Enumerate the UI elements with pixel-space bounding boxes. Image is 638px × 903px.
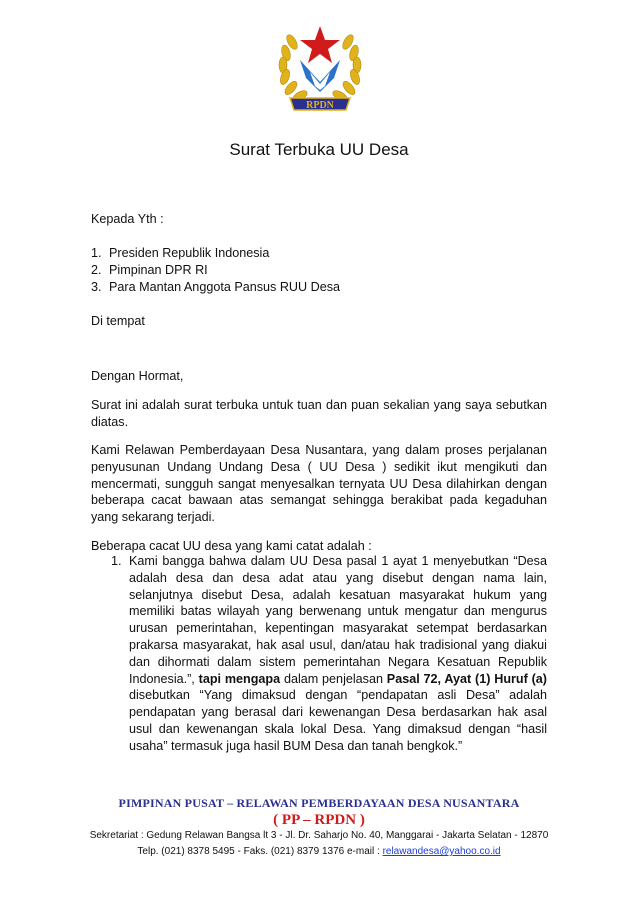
salutation: Kepada Yth : bbox=[91, 212, 164, 226]
paragraph-2: Kami Relawan Pemberdayaan Desa Nusantara, yang dalam proses perjalanan penyusunan Undang Undang Desa ( UU Desa ) sedikit ikut mengikuti dan mencermati, sungguh sangat menyesalkan ternyata UU Desa dilahirkan dengan beberapa cacat bawaan atas semangat sehingga berakibat pada kegaduhan yang sekarang terjadi. bbox=[91, 443, 547, 525]
defect-list-item-1 bbox=[111, 553, 547, 755]
logo-label: RPDN bbox=[306, 100, 334, 111]
recipient-text: Pimpinan DPR RI bbox=[109, 262, 208, 277]
list-number: 1. bbox=[111, 554, 122, 568]
defect-text-part-2: dalam penjelasan bbox=[280, 671, 387, 686]
defect-text bbox=[129, 553, 547, 755]
recipient-text: Presiden Republik Indonesia bbox=[109, 246, 270, 260]
defect-text-part-1: Kami bangga bahwa dalam UU Desa pasal 1 ayat 1 menyebutkan “Desa adalah desa dan desa adat atau yang disebut dengan nama lain, selanjutnya disebut Desa, adalah kesatuan masyarakat hukum yang memiliki batas wilayah yang berwenang untuk mengatur dan mengurus urusan pemerintahan, kepentingan masyarakat setempat berdasarkan prakarsa masyarakat, hak asal usul, dan/atau hak tradisional yang diakui dan dihormati dalam sistem pemerintahan Negara Kesatuan Republik Indonesia.”, bbox=[129, 554, 547, 686]
recipient-list bbox=[91, 245, 547, 295]
letter-title: Surat Terbuka UU Desa bbox=[229, 140, 409, 159]
list-number: 1. bbox=[91, 246, 102, 260]
footer-email-link[interactable]: relawandesa@yahoo.co.id bbox=[382, 846, 501, 857]
list-number: 3. bbox=[91, 279, 102, 294]
defect-emphasis-2: Pasal 72, Ayat (1) Huruf (a) bbox=[386, 671, 548, 686]
rpdn-logo bbox=[270, 20, 370, 115]
recipient-text: Para Mantan Anggota Pansus RUU Desa bbox=[109, 279, 341, 294]
footer-contact bbox=[0, 846, 638, 857]
greeting: Dengan Hormat, bbox=[91, 369, 184, 383]
di-tempat: Di tempat bbox=[91, 314, 145, 328]
list-number: 2. bbox=[91, 262, 102, 277]
list-item bbox=[91, 279, 547, 296]
paragraph-3: Beberapa cacat UU desa yang kami catat adalah : bbox=[91, 539, 372, 553]
footer-abbreviation: ( PP – RPDN ) bbox=[273, 812, 365, 828]
paragraph-1: Surat ini adalah surat terbuka untuk tuan dan puan sekalian yang saya sebutkan diatas. bbox=[91, 398, 547, 429]
letter-header bbox=[91, 211, 547, 228]
footer-phone: Telp. (021) 8378 5495 - Faks. (021) 8379 1376 e-mail : bbox=[137, 846, 383, 857]
footer-organization: PIMPINAN PUSAT – RELAWAN PEMBERDAYAAN DESA NUSANTARA bbox=[118, 796, 520, 810]
defect-text-part-3: disebutkan “Yang dimaksud dengan “pendapatan asli Desa” adalah pendapatan yang berasal dari kewenangan Desa berdasarkan hak asal usul dan kewenangan skala lokal Desa. Yang dimaksud dengan “hasil usaha” termasuk juga hasil BUM Desa dan tanah bengkok.” bbox=[129, 688, 547, 753]
list-item bbox=[91, 245, 547, 262]
defect-emphasis-1: tapi mengapa bbox=[194, 671, 281, 686]
list-item bbox=[91, 262, 547, 279]
footer-address: Sekretariat : Gedung Relawan Bangsa lt 3 - Jl. Dr. Saharjo No. 40, Manggarai - Jakarta Selatan - 12870 bbox=[89, 830, 549, 841]
